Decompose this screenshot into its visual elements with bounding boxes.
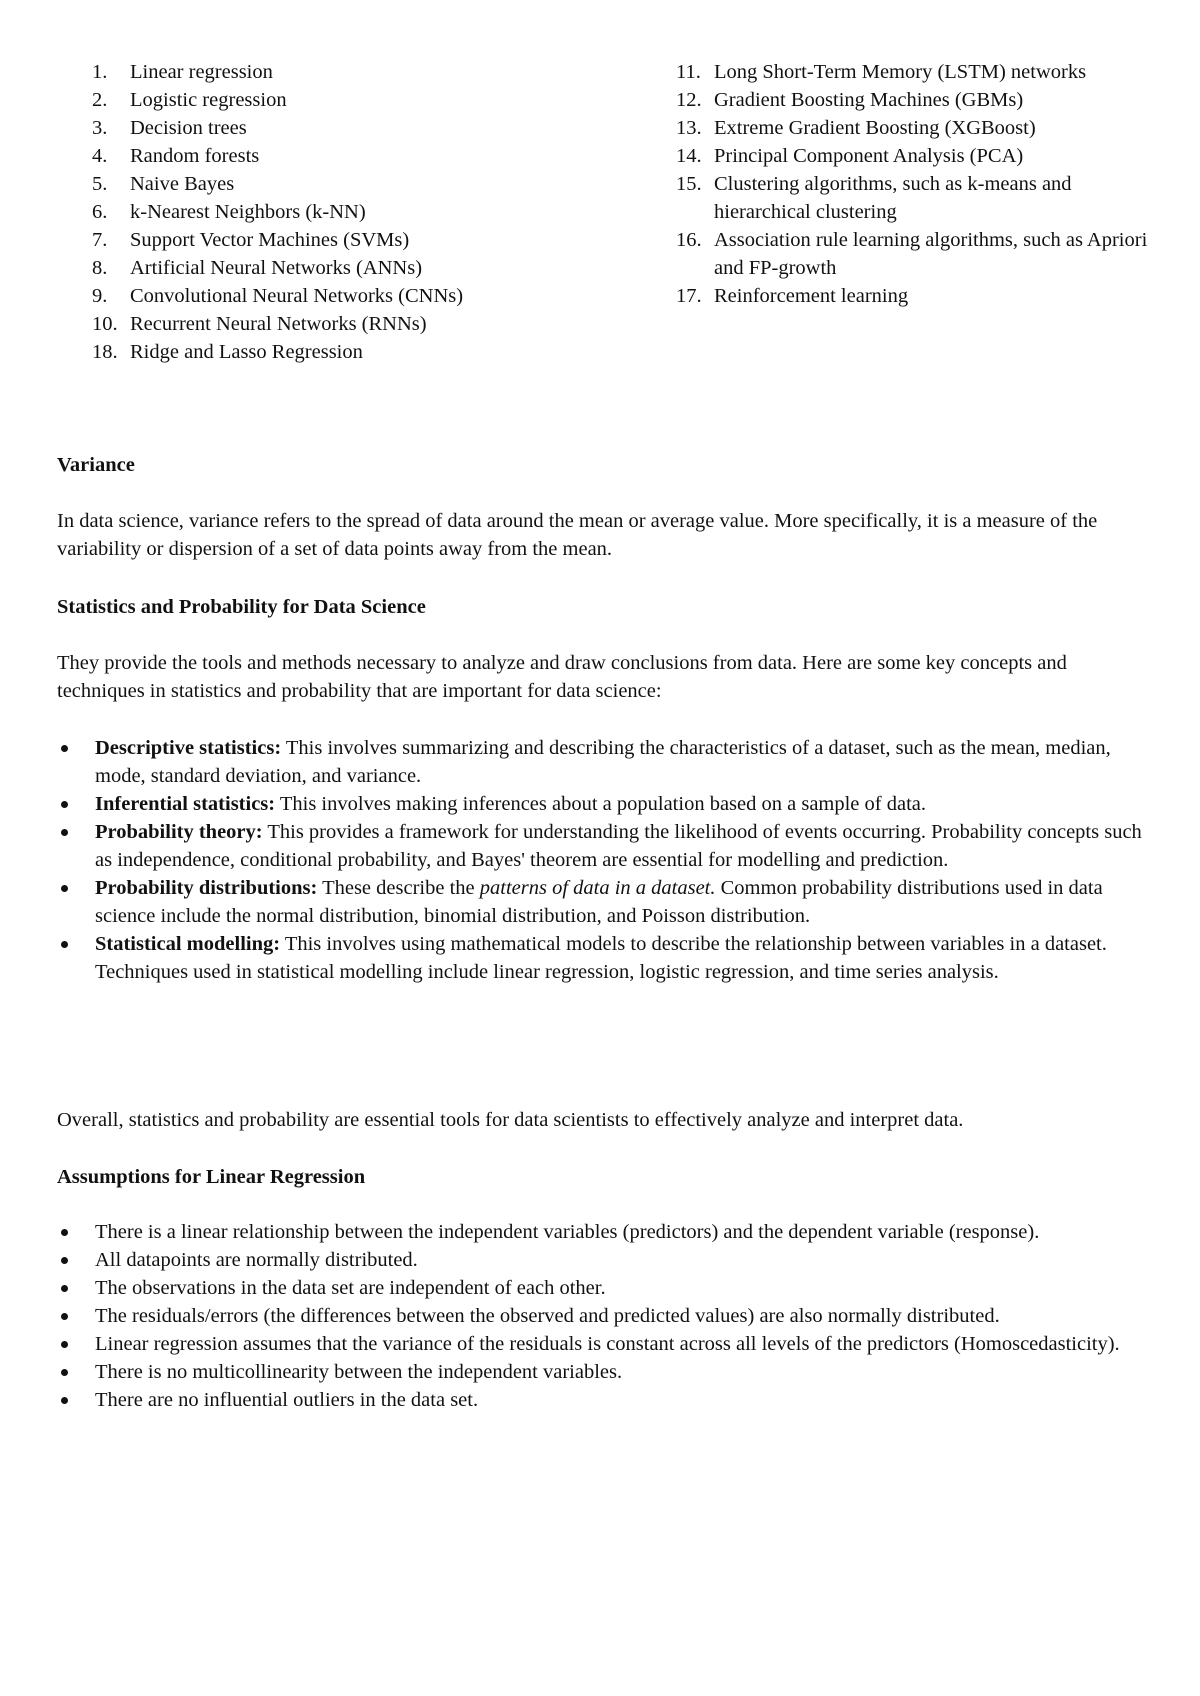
list-item: [92, 198, 652, 226]
bullet-icon: [61, 1369, 68, 1376]
variance-paragraph: In data science, variance refers to the spread of data around the mean or average value. More specifically, it is a measure of the variability or dispersion of a set of data points away from the mean.: [57, 510, 1098, 560]
bullet-emphasis: patterns of data in a dataset.: [479, 877, 716, 899]
list-item: [57, 1218, 1152, 1246]
list-number: 4.: [92, 145, 108, 167]
variance-heading: Variance: [57, 454, 135, 476]
list-text: Recurrent Neural Networks (RNNs): [130, 313, 427, 335]
algorithm-list-right: [676, 58, 1156, 310]
list-item: [57, 1274, 1152, 1302]
bullet-term: Statistical modelling:: [95, 933, 281, 955]
list-item: [57, 874, 1152, 930]
list-item: [57, 1330, 1152, 1358]
list-text: Clustering algorithms, such as k-means and hierarchical clustering: [714, 173, 1072, 223]
bullet-icon: [61, 1313, 68, 1320]
list-text: Decision trees: [130, 117, 247, 139]
list-number: 9.: [92, 285, 108, 307]
list-item: [92, 338, 652, 366]
list-text: Ridge and Lasso Regression: [130, 341, 363, 363]
list-number: 14.: [676, 145, 702, 167]
bullet-text: The observations in the data set are independent of each other.: [95, 1277, 606, 1299]
bullet-text: This involves making inferences about a population based on a sample of data.: [275, 793, 927, 815]
bullet-icon: [61, 1397, 68, 1404]
list-number: 11.: [676, 61, 701, 83]
list-item: [676, 226, 1156, 282]
list-text: Logistic regression: [130, 89, 287, 111]
bullet-icon: [61, 1229, 68, 1236]
algorithm-list-left: [92, 58, 652, 366]
list-item: [92, 86, 652, 114]
list-item: [676, 170, 1156, 226]
bullet-text: Linear regression assumes that the variance of the residuals is constant across all levels of the predictors (Homoscedasticity).: [95, 1333, 1120, 1355]
list-number: 1.: [92, 61, 108, 83]
bullet-icon: [61, 885, 68, 892]
list-text: Association rule learning algorithms, such as Apriori and FP-growth: [714, 229, 1148, 279]
list-number: 15.: [676, 173, 702, 195]
bullet-icon: [61, 801, 68, 808]
list-text: Linear regression: [130, 61, 273, 83]
list-number: 10.: [92, 313, 118, 335]
list-text: Convolutional Neural Networks (CNNs): [130, 285, 464, 307]
list-item: [57, 818, 1152, 874]
stats-bullet-list: [57, 734, 1152, 986]
list-item: [57, 930, 1152, 986]
bullet-text: These describe the: [317, 877, 480, 899]
list-item: [92, 170, 652, 198]
list-text: Gradient Boosting Machines (GBMs): [714, 89, 1024, 111]
bullet-text-continued: Common probability distributions used in data science include the normal distribution, binomial distribution, and Poisson distribution.: [95, 877, 1103, 927]
list-number: 17.: [676, 285, 702, 307]
list-text: Long Short-Term Memory (LSTM) networks: [714, 61, 1087, 83]
list-item: [92, 58, 652, 86]
list-number: 12.: [676, 89, 702, 111]
list-number: 2.: [92, 89, 108, 111]
list-text: Random forests: [130, 145, 260, 167]
list-number: 7.: [92, 229, 108, 251]
list-item: [57, 790, 1152, 818]
assumptions-bullet-list: [57, 1218, 1152, 1414]
bullet-text: There are no influential outliers in the data set.: [95, 1389, 479, 1411]
list-text: k-Nearest Neighbors (k-NN): [130, 201, 366, 223]
stats-intro: They provide the tools and methods necessary to analyze and draw conclusions from data. Here are some key concepts and techniques in statistics and probability that are important for data science:: [57, 652, 1067, 702]
bullet-text: The residuals/errors (the differences between the observed and predicted values) are also normally distributed.: [95, 1305, 1000, 1327]
list-text: Naive Bayes: [130, 173, 235, 195]
list-text: Reinforcement learning: [714, 285, 909, 307]
bullet-term: Probability distributions:: [95, 877, 318, 899]
list-item: [676, 142, 1156, 170]
list-number: 18.: [92, 341, 118, 363]
list-number: 3.: [92, 117, 108, 139]
list-item: [676, 114, 1156, 142]
list-text: Principal Component Analysis (PCA): [714, 145, 1024, 167]
bullet-text: This provides a framework for understanding the likelihood of events occurring. Probability concepts such as independence, conditional probability, and Bayes' theorem are essential for modelling and prediction.: [95, 821, 1142, 871]
list-item: [57, 734, 1152, 790]
list-text: Support Vector Machines (SVMs): [130, 229, 410, 251]
list-item: [92, 226, 652, 254]
list-item: [676, 86, 1156, 114]
stats-conclusion: Overall, statistics and probability are essential tools for data scientists to effectively analyze and interpret data.: [57, 1109, 964, 1131]
list-item: [676, 58, 1156, 86]
list-item: [676, 282, 1156, 310]
list-item: [92, 282, 652, 310]
list-number: 6.: [92, 201, 108, 223]
assumptions-heading: Assumptions for Linear Regression: [57, 1166, 366, 1188]
list-number: 8.: [92, 257, 108, 279]
bullet-icon: [61, 1285, 68, 1292]
bullet-text: There is no multicollinearity between the independent variables.: [95, 1361, 623, 1383]
list-item: [92, 142, 652, 170]
bullet-term: Probability theory:: [95, 821, 263, 843]
list-item: [92, 254, 652, 282]
bullet-term: Inferential statistics:: [95, 793, 276, 815]
bullet-term: Descriptive statistics:: [95, 737, 282, 759]
bullet-icon: [61, 1257, 68, 1264]
list-number: 13.: [676, 117, 702, 139]
bullet-text: All datapoints are normally distributed.: [95, 1249, 418, 1271]
bullet-icon: [61, 941, 68, 948]
list-item: [57, 1358, 1152, 1386]
bullet-text: There is a linear relationship between the independent variables (predictors) and the dependent variable (response).: [95, 1221, 1040, 1243]
bullet-icon: [61, 829, 68, 836]
bullet-text: This involves using mathematical models to describe the relationship between variables in a dataset. Techniques used in statistical modelling include linear regression, logistic regression, and time series analysis.: [95, 933, 1107, 983]
stats-heading: Statistics and Probability for Data Science: [57, 596, 426, 618]
list-item: [92, 114, 652, 142]
list-item: [57, 1386, 1152, 1414]
list-text: Artificial Neural Networks (ANNs): [130, 257, 423, 279]
list-number: 16.: [676, 229, 702, 251]
bullet-text: This involves summarizing and describing the characteristics of a dataset, such as the mean, median, mode, standard deviation, and variance.: [95, 737, 1111, 787]
list-item: [57, 1246, 1152, 1274]
list-number: 5.: [92, 173, 108, 195]
list-text: Extreme Gradient Boosting (XGBoost): [714, 117, 1036, 139]
bullet-icon: [61, 1341, 68, 1348]
list-item: [57, 1302, 1152, 1330]
bullet-icon: [61, 745, 68, 752]
list-item: [92, 310, 652, 338]
